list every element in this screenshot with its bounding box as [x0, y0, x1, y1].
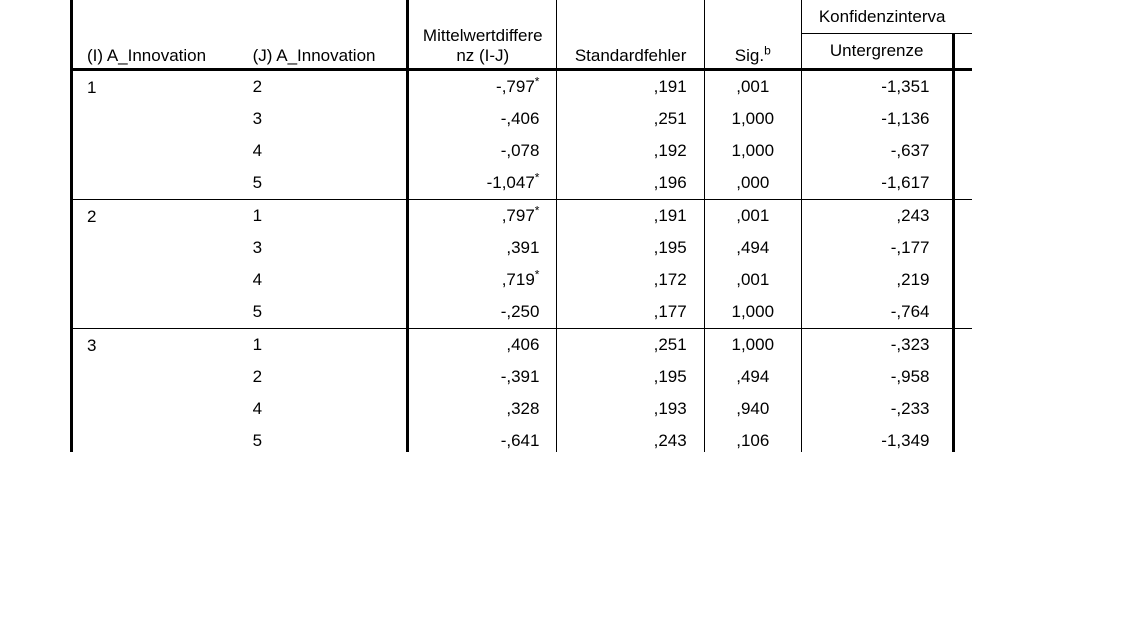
mean-difference-value: ,719 [501, 270, 535, 289]
mean-difference-value: -,641 [500, 431, 540, 450]
cell-j-innovation: 5 [252, 173, 263, 192]
cell-j-innovation: 4 [252, 141, 263, 160]
cell-upper-bound-edge [953, 167, 972, 200]
cell-j-innovation: 1 [245, 200, 408, 233]
cell-lower-bound: -,764 [801, 296, 953, 329]
table-row [72, 70, 973, 104]
cell-standard-error: ,192 [557, 135, 704, 167]
cell-significance: 1,000 [704, 296, 801, 329]
significance-star: * [534, 170, 540, 185]
mean-difference-value: ,406 [506, 335, 540, 354]
cell-mean-difference [408, 264, 557, 296]
cell-upper-bound-edge [953, 103, 972, 135]
cell-j-innovation: 4 [252, 399, 263, 418]
cell-standard-error: ,191 [557, 200, 704, 233]
mean-difference-value: ,797 [501, 206, 535, 225]
cell-significance: 1,000 [704, 103, 801, 135]
header-i-innovation: (I) A_Innovation [72, 0, 245, 70]
mean-difference-value: -1,047 [486, 173, 535, 192]
cell-j-innovation: 2 [252, 367, 263, 386]
mean-difference-value: ,391 [506, 238, 540, 257]
cell-significance: ,494 [704, 232, 801, 264]
cell-lower-bound: ,243 [801, 200, 953, 233]
cell-upper-bound-edge [953, 70, 972, 104]
cell-upper-bound-edge [953, 264, 972, 296]
cell-j-innovation: 1 [245, 329, 408, 362]
cell-significance: 1,000 [704, 135, 801, 167]
header-significance-footnote: b [764, 43, 771, 58]
cell-upper-bound-edge [953, 135, 972, 167]
cell-j-innovation: 3 [252, 109, 263, 128]
cell-j-innovation: 5 [252, 431, 263, 450]
cell-mean-difference [408, 70, 557, 104]
cell-mean-difference [408, 425, 557, 452]
cell-lower-bound: -1,349 [801, 425, 953, 452]
cell-lower-bound: ,219 [801, 264, 953, 296]
cell-j-innovation: 5 [252, 302, 263, 321]
cell-significance: ,001 [704, 264, 801, 296]
header-significance [704, 0, 801, 70]
mean-difference-value: -,797 [496, 77, 535, 96]
cell-upper-bound-edge [953, 296, 972, 329]
cell-significance: ,494 [704, 361, 801, 393]
cell-standard-error: ,193 [557, 393, 704, 425]
header-standard-error: Standardfehler [557, 0, 704, 70]
cell-j-innovation: 3 [252, 238, 263, 257]
cell-i-innovation: 2 [72, 200, 245, 329]
cell-upper-bound-edge [953, 393, 972, 425]
cell-j-innovation: 2 [245, 70, 408, 104]
cell-i-innovation: 3 [72, 329, 245, 453]
cell-upper-bound-edge [953, 232, 972, 264]
cell-mean-difference [408, 329, 557, 362]
mean-difference-value: ,328 [506, 399, 540, 418]
cell-standard-error: ,196 [557, 167, 704, 200]
cell-lower-bound: -,323 [801, 329, 953, 362]
cell-mean-difference [408, 103, 557, 135]
cell-lower-bound: -1,136 [801, 103, 953, 135]
significance-star: * [534, 74, 540, 89]
cell-lower-bound: -,233 [801, 393, 953, 425]
mean-difference-value: -,391 [500, 367, 540, 386]
significance-star: * [534, 203, 540, 218]
multiple-comparisons-table [70, 0, 972, 452]
table-body [72, 70, 973, 453]
header-lower-bound: Untergrenze [801, 34, 953, 70]
cell-i-innovation: 1 [72, 70, 245, 200]
cell-standard-error: ,243 [557, 425, 704, 452]
cell-mean-difference [408, 200, 557, 233]
cell-lower-bound: -,958 [801, 361, 953, 393]
header-upper-bound-edge [953, 34, 972, 70]
cell-upper-bound-edge [953, 361, 972, 393]
cell-mean-difference [408, 361, 557, 393]
cell-significance: ,001 [704, 200, 801, 233]
cell-mean-difference [408, 167, 557, 200]
significance-star: * [534, 267, 540, 282]
cell-standard-error: ,191 [557, 70, 704, 104]
cell-upper-bound-edge [953, 200, 972, 233]
cell-lower-bound: -,637 [801, 135, 953, 167]
header-confidence-interval: Konfidenzinterva [801, 0, 972, 34]
cell-significance: ,001 [704, 70, 801, 104]
cell-mean-difference [408, 232, 557, 264]
header-row [72, 0, 973, 34]
mean-difference-value: -,250 [500, 302, 540, 321]
mean-difference-value: -,406 [500, 109, 540, 128]
cell-lower-bound: -,177 [801, 232, 953, 264]
cell-significance: 1,000 [704, 329, 801, 362]
cell-mean-difference [408, 393, 557, 425]
header-j-innovation: (J) A_Innovation [252, 46, 376, 65]
cell-standard-error: ,195 [557, 232, 704, 264]
cell-j-innovation: 4 [252, 270, 263, 289]
header-significance-label: Sig. [734, 46, 765, 65]
cell-standard-error: ,177 [557, 296, 704, 329]
cell-upper-bound-edge [953, 425, 972, 452]
cell-mean-difference [408, 135, 557, 167]
cell-upper-bound-edge [953, 329, 972, 362]
cell-standard-error: ,251 [557, 103, 704, 135]
cell-lower-bound: -1,617 [801, 167, 953, 200]
cell-lower-bound: -1,351 [801, 70, 953, 104]
header-mean-difference [408, 0, 557, 70]
table-row [72, 329, 973, 362]
cell-standard-error: ,195 [557, 361, 704, 393]
cell-standard-error: ,172 [557, 264, 704, 296]
table-row [72, 200, 973, 233]
cell-significance: ,106 [704, 425, 801, 452]
header-mean-difference-line1: Mittelwertdiffere [422, 26, 543, 45]
cell-significance: ,000 [704, 167, 801, 200]
cell-standard-error: ,251 [557, 329, 704, 362]
header-mean-difference-line2: nz (I-J) [456, 46, 510, 65]
cell-mean-difference [408, 296, 557, 329]
cell-significance: ,940 [704, 393, 801, 425]
mean-difference-value: -,078 [500, 141, 540, 160]
